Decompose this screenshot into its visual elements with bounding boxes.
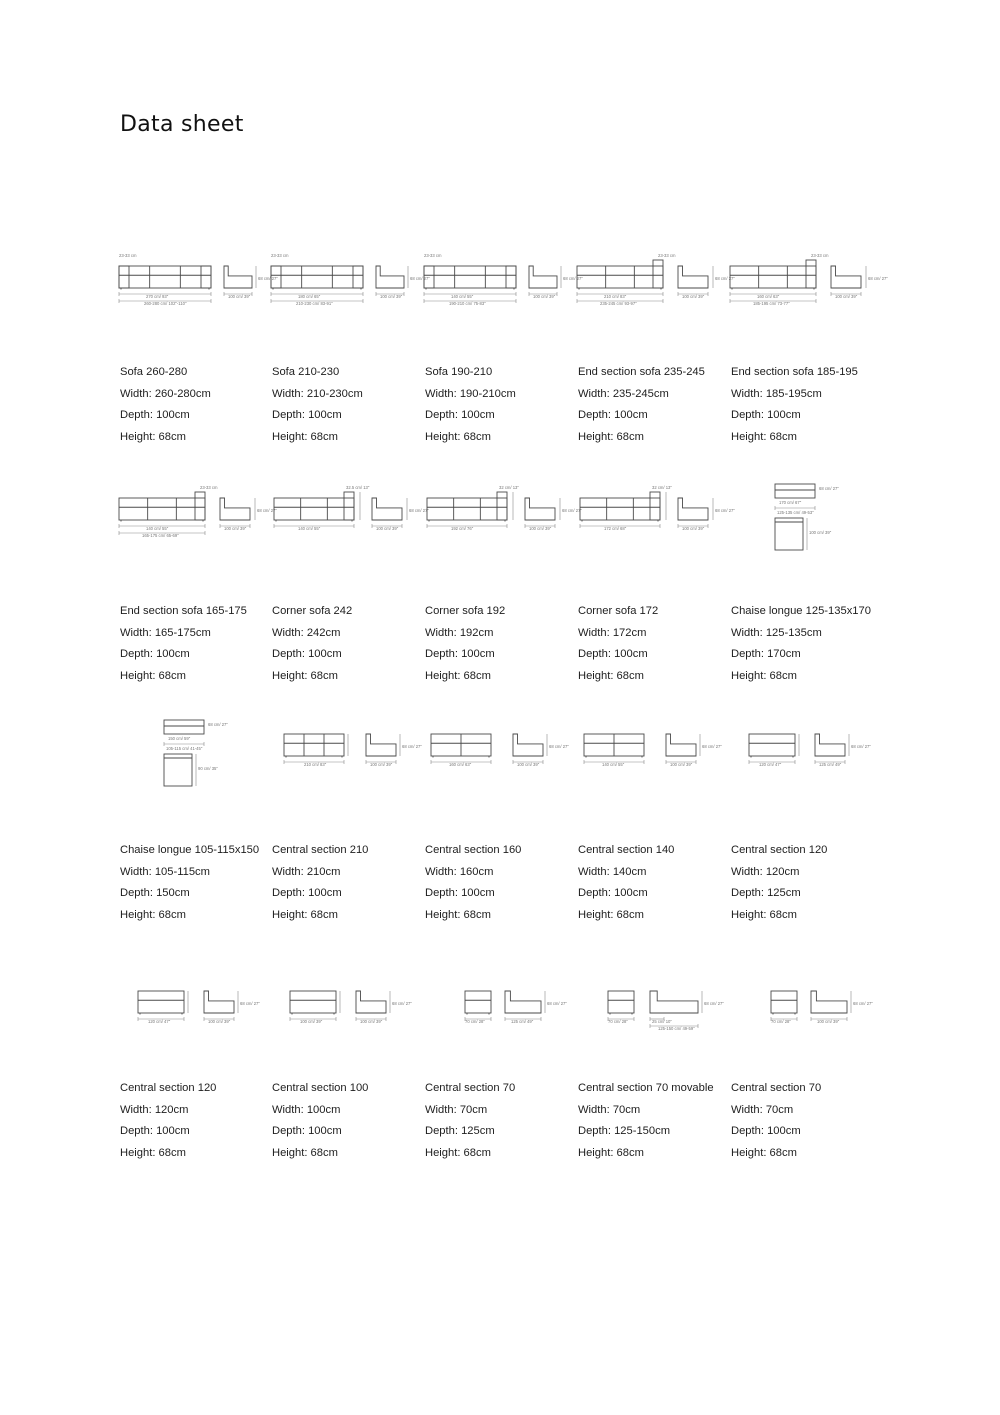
product-height: Height: 68cm	[272, 1146, 338, 1159]
svg-text:70 cm/ 28": 70 cm/ 28"	[465, 1019, 485, 1024]
svg-text:32.5 cm/ 13": 32.5 cm/ 13"	[346, 485, 370, 490]
product-height: Height: 68cm	[272, 669, 338, 682]
product-height: Height: 68cm	[120, 1146, 186, 1159]
product-height: Height: 68cm	[425, 908, 491, 921]
svg-text:68 cm/ 27": 68 cm/ 27"	[547, 1001, 567, 1006]
svg-text:68 cm/ 27": 68 cm/ 27"	[563, 276, 583, 281]
product-width: Width: 242cm	[272, 626, 341, 639]
product-width: Width: 235-245cm	[578, 387, 669, 400]
product-spec	[120, 601, 270, 687]
product-width: Width: 190-210cm	[425, 387, 516, 400]
svg-text:125 cm/ 49": 125 cm/ 49"	[511, 1019, 534, 1024]
product-width: Width: 160cm	[425, 865, 494, 878]
product-depth: Depth: 100cm	[120, 648, 190, 661]
product-drawing	[727, 718, 877, 788]
svg-text:68 cm/ 27": 68 cm/ 27"	[868, 276, 888, 281]
svg-text:160 cm/ 63": 160 cm/ 63"	[449, 762, 472, 767]
product-name: End section sofa 185-195	[731, 366, 858, 378]
svg-text:210 cm/ 83": 210 cm/ 83"	[304, 762, 327, 767]
product-spec	[578, 362, 728, 448]
product-width: Width: 120cm	[731, 865, 800, 878]
product-drawing	[421, 482, 582, 552]
product-width: Width: 70cm	[578, 1103, 641, 1116]
svg-text:68 cm/ 27": 68 cm/ 27"	[402, 744, 422, 749]
product-name: Central section 140	[578, 844, 675, 856]
svg-text:68 cm/ 27": 68 cm/ 27"	[208, 722, 228, 727]
product-drawing	[574, 482, 735, 552]
svg-text:100 cm/ 39": 100 cm/ 39"	[208, 1019, 231, 1024]
svg-text:23-33 cm: 23-33 cm	[811, 253, 829, 258]
product-name: Chaise longue 125-135x170	[731, 605, 871, 617]
product-depth: Depth: 125cm	[425, 1125, 495, 1138]
product-width: Width: 165-175cm	[120, 626, 211, 639]
product-spec	[731, 1078, 881, 1164]
product-width: Width: 125-135cm	[731, 626, 822, 639]
product-depth: Depth: 100cm	[731, 1125, 801, 1138]
product-depth: Depth: 100cm	[578, 409, 648, 422]
product-spec	[425, 1078, 575, 1164]
svg-text:68 cm/ 27": 68 cm/ 27"	[257, 508, 277, 513]
product-height: Height: 68cm	[578, 908, 644, 921]
product-depth: Depth: 100cm	[578, 887, 648, 900]
product-name: Sofa 210-230	[272, 366, 340, 378]
svg-text:165-175 cm/ 65-69": 165-175 cm/ 65-69"	[142, 533, 179, 538]
svg-text:70 cm/ 28": 70 cm/ 28"	[771, 1019, 791, 1024]
product-name: Chaise longue 105-115x150	[120, 844, 260, 856]
product-height: Height: 68cm	[731, 669, 797, 682]
product-width: Width: 210-230cm	[272, 387, 363, 400]
product-height: Height: 68cm	[425, 430, 491, 443]
product-drawing	[727, 975, 877, 1045]
svg-text:100 cm/ 39": 100 cm/ 39"	[533, 294, 556, 299]
svg-text:192 cm/ 76": 192 cm/ 76"	[451, 526, 474, 531]
product-spec	[731, 840, 881, 926]
product-spec	[272, 1078, 422, 1164]
product-width: Width: 120cm	[120, 1103, 189, 1116]
product-depth: Depth: 170cm	[731, 648, 801, 661]
product-depth: Depth: 100cm	[120, 1125, 190, 1138]
product-depth: Depth: 100cm	[272, 887, 342, 900]
svg-text:140 cm/ 55": 140 cm/ 55"	[146, 526, 169, 531]
product-drawing	[116, 482, 277, 552]
svg-text:235-245 cm/ 93-97": 235-245 cm/ 93-97"	[600, 301, 637, 306]
product-height: Height: 68cm	[731, 1146, 797, 1159]
product-drawing	[268, 250, 430, 320]
svg-text:120 cm/ 47": 120 cm/ 47"	[759, 762, 782, 767]
product-drawing	[116, 975, 266, 1045]
svg-text:68 cm/ 27": 68 cm/ 27"	[410, 276, 430, 281]
svg-text:68 cm/ 27": 68 cm/ 27"	[392, 1001, 412, 1006]
svg-text:68 cm/ 27": 68 cm/ 27"	[562, 508, 582, 513]
product-drawing	[421, 718, 571, 788]
product-width: Width: 192cm	[425, 626, 494, 639]
product-depth: Depth: 100cm	[272, 409, 342, 422]
product-depth: Depth: 125cm	[731, 887, 801, 900]
product-name: Corner sofa 172	[578, 605, 659, 617]
product-name: Central section 120	[731, 844, 828, 856]
product-spec	[272, 362, 422, 448]
product-name: Sofa 190-210	[425, 366, 493, 378]
svg-text:100 cm/ 39": 100 cm/ 39"	[224, 526, 247, 531]
product-height: Height: 68cm	[272, 908, 338, 921]
svg-text:125 cm/ 49": 125 cm/ 49"	[819, 762, 842, 767]
product-spec	[272, 840, 422, 926]
product-depth: Depth: 100cm	[425, 887, 495, 900]
product-name: End section sofa 165-175	[120, 605, 247, 617]
svg-text:23-33 cm: 23-33 cm	[200, 485, 218, 490]
svg-text:23-33 cm: 23-33 cm	[658, 253, 676, 258]
svg-text:68 cm/ 27": 68 cm/ 27"	[819, 486, 839, 491]
product-depth: Depth: 100cm	[272, 648, 342, 661]
product-spec	[425, 601, 575, 687]
svg-text:100 cm/ 39": 100 cm/ 39"	[370, 762, 393, 767]
svg-text:68 cm/ 27": 68 cm/ 27"	[409, 508, 429, 513]
product-name: Central section 160	[425, 844, 522, 856]
product-name: Central section 210	[272, 844, 369, 856]
product-spec	[120, 840, 270, 926]
svg-text:105-115 cm/ 41-45": 105-115 cm/ 41-45"	[166, 746, 203, 751]
svg-text:180 cm/ 65": 180 cm/ 65"	[298, 294, 321, 299]
svg-text:125-150 cm/ 49-59": 125-150 cm/ 49-59"	[658, 1026, 695, 1031]
svg-text:68 cm/ 27": 68 cm/ 27"	[702, 744, 722, 749]
svg-text:68 cm/ 27": 68 cm/ 27"	[853, 1001, 873, 1006]
product-height: Height: 68cm	[731, 908, 797, 921]
product-width: Width: 172cm	[578, 626, 647, 639]
product-drawing	[727, 482, 877, 552]
product-height: Height: 68cm	[272, 430, 338, 443]
svg-text:23-33 cm: 23-33 cm	[424, 253, 442, 258]
product-width: Width: 185-195cm	[731, 387, 822, 400]
product-spec	[272, 601, 422, 687]
product-spec	[578, 1078, 728, 1164]
product-drawing	[268, 482, 429, 552]
svg-text:100 cm/ 39": 100 cm/ 39"	[300, 1019, 323, 1024]
product-name: Central section 120	[120, 1082, 217, 1094]
svg-text:120 cm/ 47": 120 cm/ 47"	[148, 1019, 171, 1024]
svg-text:68 cm/ 27": 68 cm/ 27"	[715, 508, 735, 513]
product-name: Central section 70	[731, 1082, 822, 1094]
product-spec	[578, 601, 728, 687]
svg-text:68 cm/ 27": 68 cm/ 27"	[549, 744, 569, 749]
product-height: Height: 68cm	[120, 908, 186, 921]
svg-text:100 cm/ 39": 100 cm/ 39"	[517, 762, 540, 767]
svg-text:100 cm/ 39": 100 cm/ 39"	[360, 1019, 383, 1024]
product-drawing	[116, 718, 266, 788]
product-drawing	[268, 975, 418, 1045]
svg-text:100 cm/ 39": 100 cm/ 39"	[835, 294, 858, 299]
product-spec	[120, 362, 270, 448]
product-drawing	[421, 250, 583, 320]
svg-text:32 cm/ 13": 32 cm/ 13"	[652, 485, 672, 490]
product-spec	[578, 840, 728, 926]
product-width: Width: 105-115cm	[120, 865, 210, 878]
product-width: Width: 260-280cm	[120, 387, 211, 400]
product-name: Corner sofa 242	[272, 605, 353, 617]
svg-text:172 cm/ 68": 172 cm/ 68"	[604, 526, 627, 531]
product-width: Width: 70cm	[731, 1103, 794, 1116]
svg-text:32 cm/ 13": 32 cm/ 13"	[499, 485, 519, 490]
svg-text:270 cm/ 93": 270 cm/ 93"	[146, 294, 169, 299]
product-drawing	[116, 250, 278, 320]
product-drawing	[268, 718, 422, 788]
product-depth: Depth: 100cm	[731, 409, 801, 422]
svg-text:160 cm/ 63": 160 cm/ 63"	[757, 294, 780, 299]
product-width: Width: 140cm	[578, 865, 647, 878]
svg-text:70 cm/ 28": 70 cm/ 28"	[608, 1019, 628, 1024]
svg-text:100 cm/ 39": 100 cm/ 39"	[809, 530, 832, 535]
product-depth: Depth: 100cm	[425, 648, 495, 661]
svg-text:140 cm/ 55": 140 cm/ 55"	[451, 294, 474, 299]
svg-text:23-33 cm: 23-33 cm	[119, 253, 137, 258]
product-width: Width: 70cm	[425, 1103, 488, 1116]
svg-text:68 cm/ 27": 68 cm/ 27"	[851, 744, 871, 749]
svg-text:100 cm/ 39": 100 cm/ 39"	[682, 526, 705, 531]
page-title: Data sheet	[120, 112, 244, 137]
product-name: Central section 100	[272, 1082, 369, 1094]
svg-text:260-280 cm/ 102"-110": 260-280 cm/ 102"-110"	[144, 301, 187, 306]
product-drawing	[574, 718, 724, 788]
product-depth: Depth: 100cm	[120, 409, 190, 422]
product-height: Height: 68cm	[578, 669, 644, 682]
product-depth: Depth: 100cm	[272, 1125, 342, 1138]
product-spec	[731, 601, 881, 687]
svg-text:125-135 cm/ 49-53": 125-135 cm/ 49-53"	[777, 510, 814, 515]
svg-text:100 cm/ 39": 100 cm/ 39"	[380, 294, 403, 299]
product-depth: Depth: 100cm	[425, 409, 495, 422]
svg-text:100 cm/ 39": 100 cm/ 39"	[682, 294, 705, 299]
product-name: Corner sofa 192	[425, 605, 506, 617]
svg-text:100 cm/ 39": 100 cm/ 39"	[376, 526, 399, 531]
svg-text:185-195 cm/ 73-77": 185-195 cm/ 73-77"	[753, 301, 790, 306]
product-depth: Depth: 100cm	[578, 648, 648, 661]
svg-text:100 cm/ 39": 100 cm/ 39"	[228, 294, 251, 299]
svg-text:68 cm/ 27": 68 cm/ 27"	[715, 276, 735, 281]
svg-text:23-33 cm: 23-33 cm	[271, 253, 289, 258]
product-spec	[425, 840, 575, 926]
svg-text:90 cm/ 35": 90 cm/ 35"	[198, 766, 218, 771]
product-width: Width: 100cm	[272, 1103, 341, 1116]
product-name: Central section 70 movable	[578, 1082, 714, 1094]
product-spec	[120, 1078, 270, 1164]
product-height: Height: 68cm	[578, 1146, 644, 1159]
product-height: Height: 68cm	[578, 430, 644, 443]
svg-text:210 cm/ 83": 210 cm/ 83"	[604, 294, 627, 299]
svg-text:170 cm/ 67": 170 cm/ 67"	[779, 500, 802, 505]
product-drawing	[574, 250, 735, 320]
product-spec	[731, 362, 881, 448]
product-drawing	[421, 975, 571, 1045]
svg-text:68 cm/ 27": 68 cm/ 27"	[704, 1001, 724, 1006]
svg-text:100 cm/ 39": 100 cm/ 39"	[529, 526, 552, 531]
svg-text:68 cm/ 27": 68 cm/ 27"	[240, 1001, 260, 1006]
product-drawing	[727, 250, 888, 320]
svg-text:68 cm/ 27": 68 cm/ 27"	[258, 276, 278, 281]
product-name: End section sofa 235-245	[578, 366, 705, 378]
svg-text:150 cm/ 59": 150 cm/ 59"	[168, 736, 191, 741]
svg-text:25 cm/ 10": 25 cm/ 10"	[652, 1019, 672, 1024]
product-name: Central section 70	[425, 1082, 516, 1094]
svg-text:190-210 cm/ 75-83": 190-210 cm/ 75-83"	[449, 301, 486, 306]
product-depth: Depth: 125-150cm	[578, 1125, 671, 1138]
svg-text:140 cm/ 55": 140 cm/ 55"	[602, 762, 625, 767]
svg-text:100 cm/ 39": 100 cm/ 39"	[817, 1019, 840, 1024]
svg-text:210-230 cm/ 83-91": 210-230 cm/ 83-91"	[296, 301, 333, 306]
product-height: Height: 68cm	[120, 669, 186, 682]
product-drawing	[574, 975, 724, 1045]
product-name: Sofa 260-280	[120, 366, 188, 378]
product-width: Width: 210cm	[272, 865, 341, 878]
product-spec	[425, 362, 575, 448]
product-height: Height: 68cm	[731, 430, 797, 443]
product-height: Height: 68cm	[120, 430, 186, 443]
product-height: Height: 68cm	[425, 669, 491, 682]
svg-text:140 cm/ 55": 140 cm/ 55"	[298, 526, 321, 531]
svg-text:100 cm/ 39": 100 cm/ 39"	[670, 762, 693, 767]
product-height: Height: 68cm	[425, 1146, 491, 1159]
product-depth: Depth: 150cm	[120, 887, 190, 900]
